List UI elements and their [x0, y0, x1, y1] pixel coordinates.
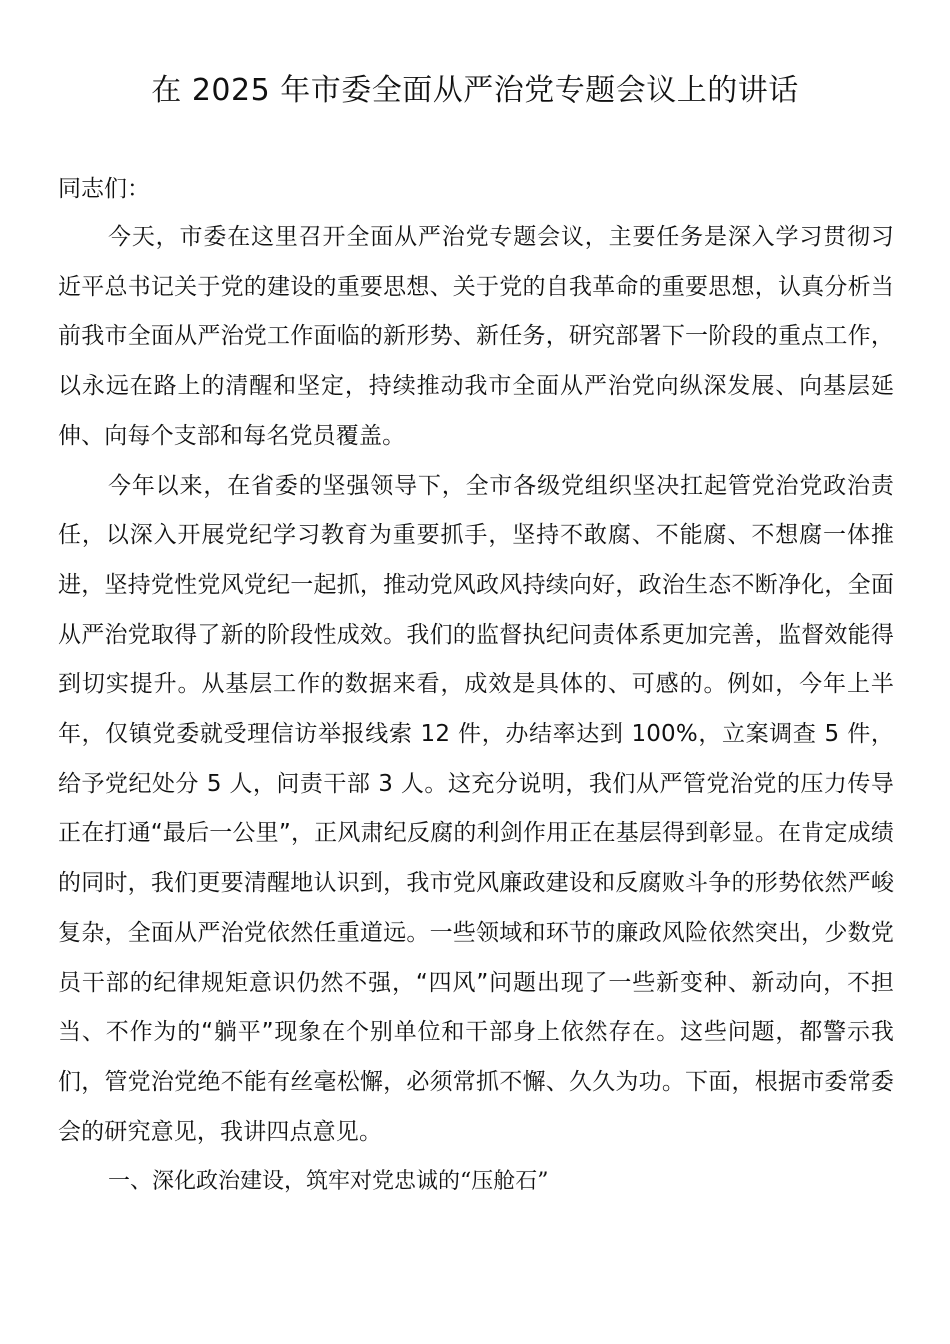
salutation: 同志们： [58, 176, 150, 202]
document-body [58, 213, 894, 1207]
document-title: 在 2025 年市委全面从严治党专题会议上的讲话 [151, 73, 799, 108]
section-heading-1: 一、深化政治建设，筑牢对党忠诚的“压舱石” [108, 1169, 549, 1195]
paragraph-opening: 今天，市委在这里召开全面从严治党专题会议，主要任务是深入学习贯彻习近平总书记关于党的建设的重要思想、关于党的自我革命的重要思想，认真分析当前我市全面从严治党工作面临的新形势、新任务，研究部署下一阶段的重点工作，以永远在路上的清醒和坚定，持续推动我市全面从严治党向纵深发展、向基层延伸、向每个支部和每名党员覆盖。 [58, 224, 894, 449]
paragraph-review: 今年以来，在省委的坚强领导下，全市各级党组织坚决扛起管党治党政治责任，以深入开展党纪学习教育为重要抓手，坚持不敢腐、不能腐、不想腐一体推进，坚持党性党风党纪一起抓，推动党风政风持续向好，政治生态不断净化，全面从严治党取得了新的阶段性成效。我们的监督执纪问责体系更加完善，监督效能得到切实提升。从基层工作的数据来看，成效是具体的、可感的。例如，今年上半年，仅镇党委就受理信访举报线索 12 件，办结率达到 100%，立案调查 5 件，给予党纪处分 5 人，问责干部 3 人。这充分说明，我们从严管党治党的压力传导正在打通“最后一公里”，正风肃纪反腐的利剑作用正在基层得到彰显。在肯定成绩的同时，我们更要清醒地认识到，我市党风廉政建设和反腐败斗争的形势依然严峻复杂，全面从严治党依然任重道远。一些领域和环节的廉政风险依然突出，少数党员干部的纪律规矩意识仍然不强，“四风”问题出现了一些新变种、新动向，不担当、不作为的“躺平”现象在个别单位和干部身上依然存在。这些问题，都警示我们，管党治党绝不能有丝毫松懈，必须常抓不懈、久久为功。下面，根据市委常委会的研究意见，我讲四点意见。 [58, 472, 894, 1145]
